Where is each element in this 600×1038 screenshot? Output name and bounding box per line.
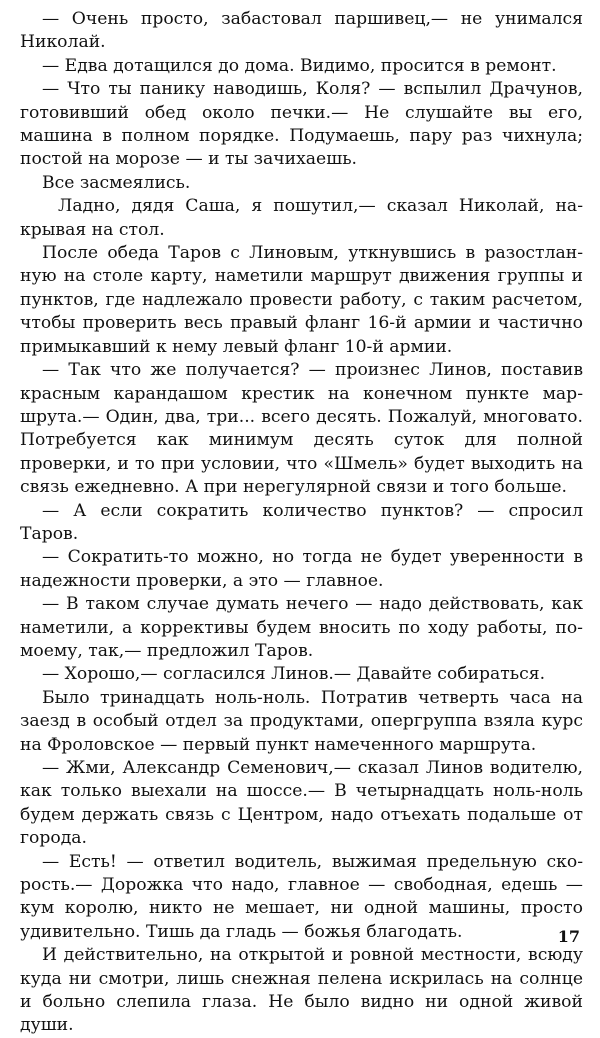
paragraph: — Очень просто, забастовал паршивец,— не унимался Николай.: [20, 9, 583, 53]
paragraph: Все засмеялись.: [42, 172, 191, 193]
book-page-text: [20, 8, 583, 1038]
page-number: 17: [557, 927, 580, 946]
paragraph: — Что ты панику наводишь, Коля? — вспылил Драчунов, готовивший обед около печки.— Не слушайте вы его, машина в полном порядке. Подумаешь, пару раз чихнула; постой на морозе — и ты зачихаешь.: [20, 79, 583, 170]
paragraph: — Сократить-то можно, но тогда не будет уверенности в надежности проверки, а это — главное.: [20, 547, 583, 591]
paragraph: Ладно, дядя Саша, я пошутил,— сказал Николай, накрывая на стол.: [20, 196, 583, 240]
paragraph: — А если сократить количество пунктов? — спросил Таров.: [20, 500, 583, 544]
paragraph: — Так что же получается? — произнес Линов, поставив красным карандашом крестик на конечном пункте маршрута.— Один, два, три... всего десять. Пожалуй, многовато. Потребуется как минимум десять суток для полной проверки, и то при условии, что «Шмель» будет выходить на связь ежедневно. А при нерегулярной связи и того больше.: [20, 360, 583, 498]
paragraph: — Хорошо,— согласился Линов.— Давайте собираться.: [42, 664, 546, 685]
paragraph: — В таком случае думать нечего — надо действовать, как наметили, а коррективы будем вносить по ходу работы, по-моему, так,— предложил Таров.: [20, 594, 583, 661]
paragraph: — Жми, Александр Семенович,— сказал Линов водителю, как только выехали на шоссе.— В четырнадцать ноль-ноль будем держать связь с Центром, надо отъехать подальше от города.: [20, 758, 583, 849]
paragraph: После обеда Таров с Линовым, уткнувшись в разостланную на столе карту, наметили маршрут движения группы и пунктов, где надлежало провести работу, с таким расчетом, чтобы проверить весь правый фланг 16-й армии и частично примыкавший к нему левый фланг 10-й армии.: [20, 243, 583, 357]
paragraph: — Едва дотащился до дома. Видимо, просится в ремонт.: [42, 55, 557, 76]
paragraph: И действительно, на открытой и ровной местности, всюду куда ни смотри, лишь снежная пелена искрилась на солнце и больно слепила глаза. Не было видно ни одной живой души.: [20, 945, 583, 1036]
paragraph: — Есть! — ответил водитель, выжимая предельную скорость.— Дорожка что надо, главное — свободная, едешь — кум королю, никто не мешает, ни одной машины, просто удивительно. Тишь да гладь — божья благодать.: [20, 851, 583, 942]
paragraph: Было тринадцать ноль-ноль. Потратив четверть часа на заезд в особый отдел за продуктами, опергруппа взяла курс на Фроловское — первый пункт намеченного маршрута.: [20, 687, 583, 755]
